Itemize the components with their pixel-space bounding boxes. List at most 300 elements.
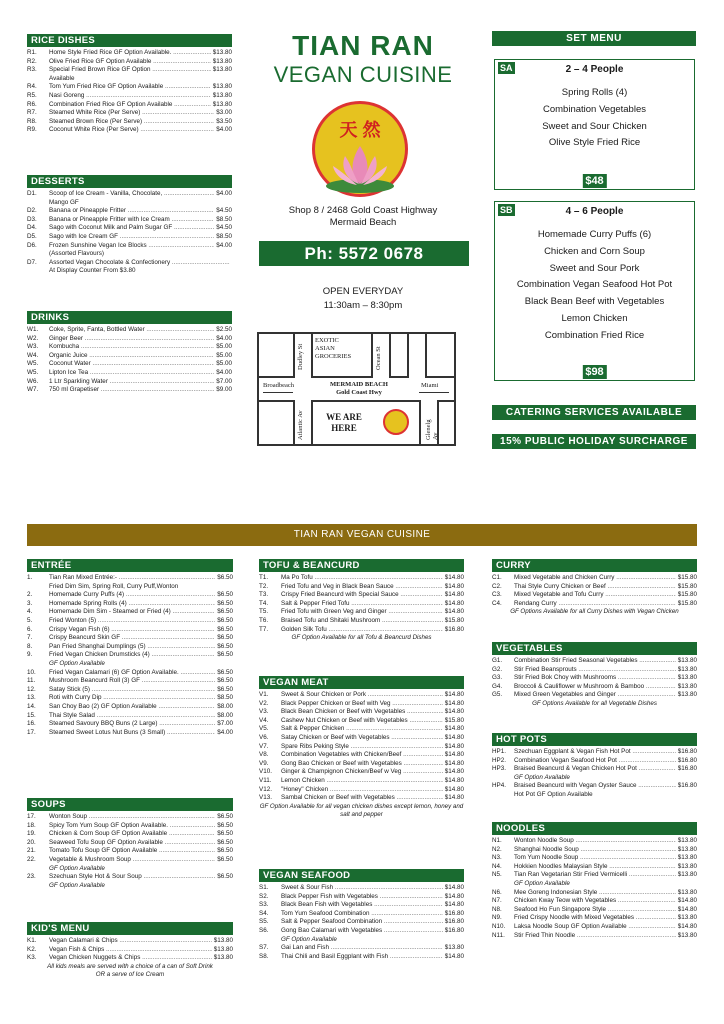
item-name: Braised Beancurd & Vegan Chicken Hot Pot ..... — [514, 765, 676, 774]
item-name: Spare Ribs Peking Style ..... — [281, 743, 443, 752]
entree-list — [27, 574, 233, 737]
menu-item-row — [259, 884, 464, 893]
item-price: $6.50 — [217, 873, 233, 881]
item-code: V6. — [259, 733, 269, 741]
item-name: Seaweed Tofu Soup GF Option Available ..... — [49, 839, 215, 848]
item-code: V1. — [259, 691, 269, 698]
item-code: 16. — [27, 720, 36, 728]
menu-item-row — [27, 92, 232, 101]
menu-item-row — [492, 657, 697, 666]
item-price: $4.50 — [216, 224, 232, 232]
menu-item-row — [27, 66, 232, 75]
noodles-list — [492, 837, 697, 940]
menu-item-row — [27, 712, 233, 721]
map-block-shops — [311, 334, 373, 378]
rice-list — [27, 49, 232, 135]
menu-item-row — [27, 937, 233, 946]
item-price: $4.00 — [216, 241, 232, 249]
item-price: $14.80 — [444, 699, 464, 707]
item-name: Homemade Spring Rolls (4) ..... — [49, 600, 215, 609]
item-price: $13.80 — [677, 845, 697, 853]
tofu-note: GF Option Available for all Tofu & Beancurd Dishes — [291, 634, 432, 642]
item-name: Ginger & Champignon Chicken/Beef w Veg ..... — [281, 768, 443, 777]
item-price: $6.50 — [217, 685, 233, 693]
menu-item-row — [27, 677, 233, 686]
map-street-dudley: Dudley St — [297, 343, 304, 370]
item-name: Steamed Savoury BBQ Buns (2 Large) ..... — [49, 720, 215, 729]
menu-item-row — [27, 109, 232, 118]
map-block-mid — [389, 334, 409, 378]
item-code: 10. — [27, 668, 36, 676]
seafood-section — [259, 869, 464, 961]
item-code: D6. — [27, 241, 37, 249]
item-name: Fried Tofu with Green Veg and Ginger ..... — [281, 608, 443, 617]
menu-item-row — [492, 863, 697, 872]
map-block-bl — [259, 400, 295, 444]
item-code: W3. — [27, 343, 39, 351]
set-a-people: 2 – 4 People — [565, 64, 624, 75]
menu-item-row — [492, 837, 697, 846]
item-name: Vegetable & Mushroom Soup ..... — [49, 856, 215, 865]
item-price: $7.00 — [217, 720, 233, 728]
tofu-list — [259, 574, 464, 634]
item-price: $16.80 — [677, 765, 697, 773]
item-code: G1. — [492, 657, 503, 664]
item-code: V3. — [259, 708, 269, 716]
item-name: Olive Fried Rice GF Option Available ..... — [49, 58, 211, 67]
menu-item-row — [259, 608, 464, 617]
lotus-icon — [315, 136, 405, 196]
menu-item-row — [27, 865, 233, 874]
menu-item-row — [27, 882, 233, 891]
item-code: W7. — [27, 386, 39, 394]
item-code: N11. — [492, 931, 505, 939]
item-name: Stir Fried Bok Choy with Mushrooms ..... — [514, 674, 676, 683]
item-code: HP1. — [492, 748, 506, 755]
item-price: $13.80 — [677, 931, 697, 939]
set-menu-item: Lemon Chicken — [561, 312, 628, 324]
item-code: 6. — [27, 625, 33, 633]
item-code: V13. — [259, 794, 272, 802]
meat-header: VEGAN MEAT — [259, 676, 464, 689]
item-name: Stir Fried Thin Noodle ..... — [514, 932, 676, 941]
menu-item-row — [492, 666, 697, 675]
menu-item-row — [259, 768, 464, 777]
desserts-header: DESSERTS — [27, 175, 232, 188]
set-b-tag: SB — [500, 205, 513, 215]
item-code: V12. — [259, 785, 272, 793]
item-code: T4. — [259, 599, 269, 607]
rice-section — [27, 34, 232, 135]
hotpots-list — [492, 748, 697, 800]
item-price: $14.80 — [444, 691, 464, 698]
item-code: G2. — [492, 665, 503, 673]
item-name: Golden Silk Tofu ..... — [281, 626, 443, 635]
item-price: $3.50 — [216, 117, 232, 125]
set-b-price: $98 — [582, 365, 606, 379]
tofu-section — [259, 559, 464, 643]
item-code: S2. — [259, 892, 269, 900]
item-price: $14.80 — [444, 759, 464, 767]
item-price: $9.00 — [216, 386, 232, 394]
item-name: Gai Lan and Fish ..... — [281, 944, 443, 953]
menu-item-row — [492, 583, 697, 592]
menu-item-row — [27, 583, 233, 592]
curry-list — [492, 574, 697, 608]
item-code: D2. — [27, 207, 37, 215]
set-menu-item: Sweet and Sour Chicken — [542, 120, 647, 132]
item-code: T6. — [259, 616, 269, 624]
item-name: Szechuan Eggplant & Vegan Fish Hot Pot ..... — [514, 748, 676, 757]
item-name: Ma Po Tofu ..... — [281, 574, 443, 583]
phone-banner[interactable] — [259, 241, 469, 266]
menu-item-row — [27, 369, 232, 378]
item-name: Scoop of Ice Cream - Vanilla, Chocolate, ..... — [49, 190, 214, 199]
item-name: GF Option Available — [49, 864, 105, 872]
item-code: 19. — [27, 830, 36, 838]
menu-item-row — [27, 242, 232, 251]
item-name: Fried Crispy Noodle with Mixed Vegetables ..... — [514, 914, 676, 923]
item-price: $6.50 — [217, 677, 233, 685]
menu-item-row — [27, 617, 233, 626]
item-price: $4.00 — [216, 334, 232, 342]
item-name: Home Style Fried Rice GF Option Available. ..... — [49, 49, 211, 58]
item-price: $6.50 — [217, 651, 233, 659]
logo-characters: 天 然 — [339, 120, 381, 140]
map-street-glenelg: Glenelg Av — [425, 419, 439, 440]
item-code: W6. — [27, 377, 39, 385]
menu-item-row — [27, 83, 232, 92]
item-price: $6.50 — [217, 813, 233, 820]
set-menu-item: Combination Fried Rice — [544, 329, 645, 341]
menu-item-row — [27, 326, 232, 335]
item-price: $13.80 — [677, 854, 697, 862]
item-name: Laksa Noodle Soup GF Option Available ..... — [514, 923, 676, 932]
menu-item-row — [27, 839, 233, 848]
item-name: Coconut White Rice (Per Serve) ..... — [49, 126, 214, 135]
cuisine-banner: TIAN RAN VEGAN CUISINE — [27, 524, 697, 546]
menu-item-row — [492, 591, 697, 600]
item-price: $16.80 — [677, 782, 697, 790]
item-code: 21. — [27, 847, 36, 855]
item-price: $14.80 — [444, 591, 464, 599]
item-code: T7. — [259, 625, 269, 633]
item-price: $13.80 — [677, 674, 697, 682]
set-a-items — [495, 85, 694, 152]
item-name: Broccoli & Cauliflower w Mushroom & Bamboo ..... — [514, 683, 676, 692]
item-price: $13.80 — [212, 91, 232, 99]
item-code: D1. — [27, 190, 37, 197]
menu-item-row — [27, 830, 233, 839]
item-code: 5. — [27, 616, 33, 624]
item-code: 2. — [27, 591, 33, 599]
item-code: HP2. — [492, 756, 506, 764]
seafood-list — [259, 884, 464, 961]
item-name: Tom Yum Seafood Combination ..... — [281, 910, 443, 919]
item-name: "Honey" Chicken ..... — [281, 786, 443, 795]
set-menu-b — [494, 201, 695, 381]
item-name: Crispy Beancurd Skin GF ..... — [49, 634, 215, 643]
item-code: N1. — [492, 837, 502, 844]
item-code: T2. — [259, 582, 269, 590]
item-price: $6.50 — [217, 838, 233, 846]
item-price: $14.80 — [444, 952, 464, 960]
item-price: $4.50 — [216, 207, 232, 215]
item-code: T5. — [259, 608, 269, 616]
menu-item-row — [259, 617, 464, 626]
map-block-here — [311, 400, 421, 444]
item-name: Chicken & Corn Soup GF Option Available ..... — [49, 830, 215, 839]
item-name: Shanghai Noodle Soup ..... — [514, 846, 676, 855]
item-name: Organic Juice ..... — [49, 352, 214, 361]
item-code: S8. — [259, 952, 269, 960]
item-price: $5.00 — [216, 351, 232, 359]
item-name: Tom Yum Noodle Soup ..... — [514, 854, 676, 863]
set-menu-item: Olive Style Fried Rice — [548, 137, 641, 149]
item-name: Banana or Pineapple Fritter ..... — [49, 207, 214, 216]
menu-item-row — [27, 873, 233, 882]
item-name: Sago with Coconut Milk and Palm Sugar GF ..... — [49, 224, 214, 233]
item-name: (Assorted Flavours) — [49, 250, 104, 258]
menu-item-row — [492, 897, 697, 906]
item-name: Braised Beancurd with Vegan Oyster Sauce ..... — [514, 782, 676, 791]
item-name: Fried Tofu and Veg in Black Bean Sauce ..... — [281, 583, 443, 592]
item-price: $14.80 — [444, 733, 464, 741]
surcharge-banner: 15% PUBLIC HOLIDAY SURCHARGE — [492, 434, 696, 449]
item-code: R4. — [27, 83, 37, 91]
item-name: San Choy Bao (2) GF Option Available ..... — [49, 703, 215, 712]
map-block-tl — [259, 334, 295, 378]
item-price: $15.80 — [677, 591, 697, 599]
menu-item-row — [27, 703, 233, 712]
item-price: $4.00 — [216, 126, 232, 134]
menu-item-row — [27, 126, 232, 135]
menu-item-row — [259, 700, 464, 709]
menu-item-row — [492, 765, 697, 774]
item-price: $14.80 — [677, 905, 697, 913]
restaurant-name: TIAN RAN — [292, 30, 434, 61]
menu-item-row — [27, 608, 233, 617]
menu-item-row — [492, 914, 697, 923]
vegetables-note: GF Options Available for all Vegetable Dishes — [532, 699, 657, 707]
item-price: $4.00 — [216, 368, 232, 376]
menu-item-row — [27, 233, 232, 242]
set-menu-item: Homemade Curry Puffs (6) — [537, 229, 652, 240]
menu-item-row — [259, 901, 464, 910]
menu-item-row — [27, 199, 232, 208]
item-name: Assorted Vegan Chocolate & Confectionery ..... — [49, 259, 230, 268]
item-price: $13.80 — [213, 945, 233, 953]
item-name: Kombucha ..... — [49, 343, 214, 352]
item-code: 17. — [27, 813, 36, 820]
item-price: $13.80 — [212, 57, 232, 65]
item-name: Gong Bao Calamari with Vegetables ..... — [281, 927, 443, 936]
map-highway-2: Gold Coast Hwy — [336, 389, 382, 396]
menu-item-row — [27, 101, 232, 110]
item-name: Mushroom Beancurd Roll (3) GF ..... — [49, 677, 215, 686]
item-name: Tian Ran Mixed Entrée:- ..... — [49, 574, 215, 583]
item-name: Salt & Pepper Chicken ..... — [281, 725, 443, 734]
item-code: K1. — [27, 937, 37, 944]
menu-item-row — [492, 574, 697, 583]
seafood-header: VEGAN SEAFOOD — [259, 869, 464, 882]
menu-item-row — [27, 729, 233, 738]
menu-item-row — [27, 813, 233, 822]
item-price: $13.80 — [677, 665, 697, 673]
item-code: 1. — [27, 574, 33, 581]
item-price: $6.50 — [217, 821, 233, 829]
item-price: $14.80 — [444, 751, 464, 759]
item-name: Combination Fried Rice GF Option Available ..... — [49, 101, 211, 110]
item-code: C4. — [492, 599, 502, 607]
map-right-label: Miami — [421, 382, 439, 389]
set-menu-item: Combination Vegetables — [543, 103, 646, 115]
item-price: $14.80 — [444, 599, 464, 607]
menu-item-row — [27, 360, 232, 369]
map-shops-label: EXOTIC ASIAN GROCERIES — [315, 337, 352, 360]
item-price: $7.00 — [216, 377, 232, 385]
item-name: Tomato Tofu Soup GF Option Available ..... — [49, 847, 215, 856]
item-name: Wonton Noodle Soup ..... — [514, 837, 676, 846]
item-price: $14.80 — [444, 901, 464, 909]
item-price: $14.80 — [444, 574, 464, 581]
item-price: $5.00 — [216, 360, 232, 368]
item-price: $6.50 — [217, 616, 233, 624]
menu-item-row — [259, 927, 464, 936]
item-name: Gong Bao Chicken or Beef with Vegetables ..... — [281, 760, 443, 769]
item-name: Coke, Sprite, Fanta, Bottled Water ..... — [49, 326, 214, 335]
drinks-list — [27, 326, 232, 395]
item-code: R8. — [27, 117, 37, 125]
tofu-header: TOFU & BEANCURD — [259, 559, 464, 572]
item-code: N7. — [492, 897, 502, 905]
item-price: $6.50 — [217, 668, 233, 676]
item-code: S7. — [259, 944, 269, 952]
item-code: 13. — [27, 694, 36, 702]
set-menu-item: Combination Vegan Seafood Hot Pot — [516, 279, 673, 291]
menu-item-row — [259, 918, 464, 927]
item-price: $14.80 — [444, 608, 464, 616]
kids-header: KID'S MENU — [27, 922, 233, 935]
menu-item-row — [492, 846, 697, 855]
item-code: 23. — [27, 873, 36, 881]
desserts-list — [27, 190, 232, 276]
item-code: 12. — [27, 685, 36, 693]
item-name: GF Option Available — [281, 935, 337, 943]
item-name: Hot Pot GF Option Available — [514, 790, 593, 798]
item-code: T3. — [259, 591, 269, 599]
item-code: S6. — [259, 926, 269, 934]
hours-block — [258, 285, 468, 313]
drinks-section — [27, 311, 232, 395]
item-price: $14.80 — [444, 725, 464, 733]
map-arrow-left — [263, 392, 293, 393]
menu-item-row — [259, 591, 464, 600]
menu-item-row — [259, 777, 464, 786]
set-a-tag: SA — [500, 63, 513, 73]
item-name: Mee Goreng Indonesian Style ..... — [514, 889, 676, 898]
menu-item-row — [27, 954, 233, 963]
item-name: Crispy Vegan Fish (6) ..... — [49, 626, 215, 635]
menu-item-row — [27, 118, 232, 127]
item-code: C3. — [492, 591, 502, 599]
item-name: Mixed Vegetable and Chicken Curry ..... — [514, 574, 676, 583]
item-code: G4. — [492, 682, 503, 690]
curry-header: CURRY — [492, 559, 697, 572]
location-map — [257, 332, 456, 446]
item-name: Mixed Vegetable and Tofu Curry ..... — [514, 591, 676, 600]
item-name: Tian Ran Vegetarian Stir Fried Vermicelli ..... — [514, 871, 676, 880]
item-code: W1. — [27, 326, 39, 333]
menu-item-row — [259, 600, 464, 609]
item-price: $3.00 — [216, 109, 232, 117]
item-price: $15.80 — [677, 582, 697, 590]
set-b-people: 4 – 6 People — [565, 206, 624, 217]
noodles-section — [492, 822, 697, 940]
menu-item-row — [492, 691, 697, 700]
item-name: Salt & Pepper Fried Tofu ..... — [281, 600, 443, 609]
item-code: K2. — [27, 945, 37, 953]
item-price: $13.80 — [212, 66, 232, 74]
item-price: $14.80 — [444, 892, 464, 900]
item-code: V2. — [259, 699, 269, 707]
menu-item-row — [259, 717, 464, 726]
item-price: $8.50 — [217, 694, 233, 702]
noodles-header: NOODLES — [492, 822, 697, 835]
item-code: N8. — [492, 905, 502, 913]
item-name: Fried Dim Sim, Spring Roll, Curry Puff,Wonton — [49, 582, 179, 590]
item-price: $6.50 — [217, 625, 233, 633]
item-price: $14.80 — [677, 897, 697, 905]
item-code: 11. — [27, 677, 36, 685]
curry-note: GF Options Available for all Curry Dishes with Vegan Chicken — [510, 608, 679, 616]
item-name: Thai Style Salad ..... — [49, 712, 215, 721]
menu-item-row — [27, 720, 233, 729]
item-price: $14.80 — [444, 785, 464, 793]
item-code: 22. — [27, 855, 36, 863]
item-name: Steamed Brown Rice (Per Serve) ..... — [49, 118, 214, 127]
item-name: Seafood Ho Fun Singapore Style ..... — [514, 906, 676, 915]
item-name: GF Option Available — [514, 879, 570, 887]
item-code: 9. — [27, 651, 33, 659]
item-name: Lemon Chicken ..... — [281, 777, 443, 786]
item-name: Thai Style Curry Chicken or Beef ..... — [514, 583, 676, 592]
item-name: Braised Tofu and Shitaki Mushroom ..... — [281, 617, 443, 626]
item-price: $8.00 — [217, 702, 233, 710]
menu-item-row — [259, 953, 464, 962]
entree-header: ENTRÉE — [27, 559, 233, 572]
menu-item-row — [27, 856, 233, 865]
menu-item-row — [492, 748, 697, 757]
item-code: R1. — [27, 49, 37, 56]
item-name: Sambal Chicken or Beef with Vegetables ..... — [281, 794, 443, 803]
item-price: $16.80 — [444, 909, 464, 917]
item-code: R6. — [27, 100, 37, 108]
item-code: T1. — [259, 574, 269, 581]
item-name: Stir Fried Beansprouts ..... — [514, 666, 676, 675]
item-name: Combination Stir Fried Seasonal Vegetables ..... — [514, 657, 676, 666]
item-code: N10. — [492, 922, 506, 930]
menu-item-row — [27, 643, 233, 652]
item-code: V5. — [259, 725, 269, 733]
item-price: $2.50 — [216, 326, 232, 333]
item-name: Sweet & Sour Chicken or Pork ..... — [281, 691, 443, 700]
item-price: $13.80 — [212, 100, 232, 108]
drinks-header: DRINKS — [27, 311, 232, 324]
menu-item-row — [27, 250, 232, 259]
item-price: $15.80 — [677, 599, 697, 607]
menu-item-row — [259, 936, 464, 945]
